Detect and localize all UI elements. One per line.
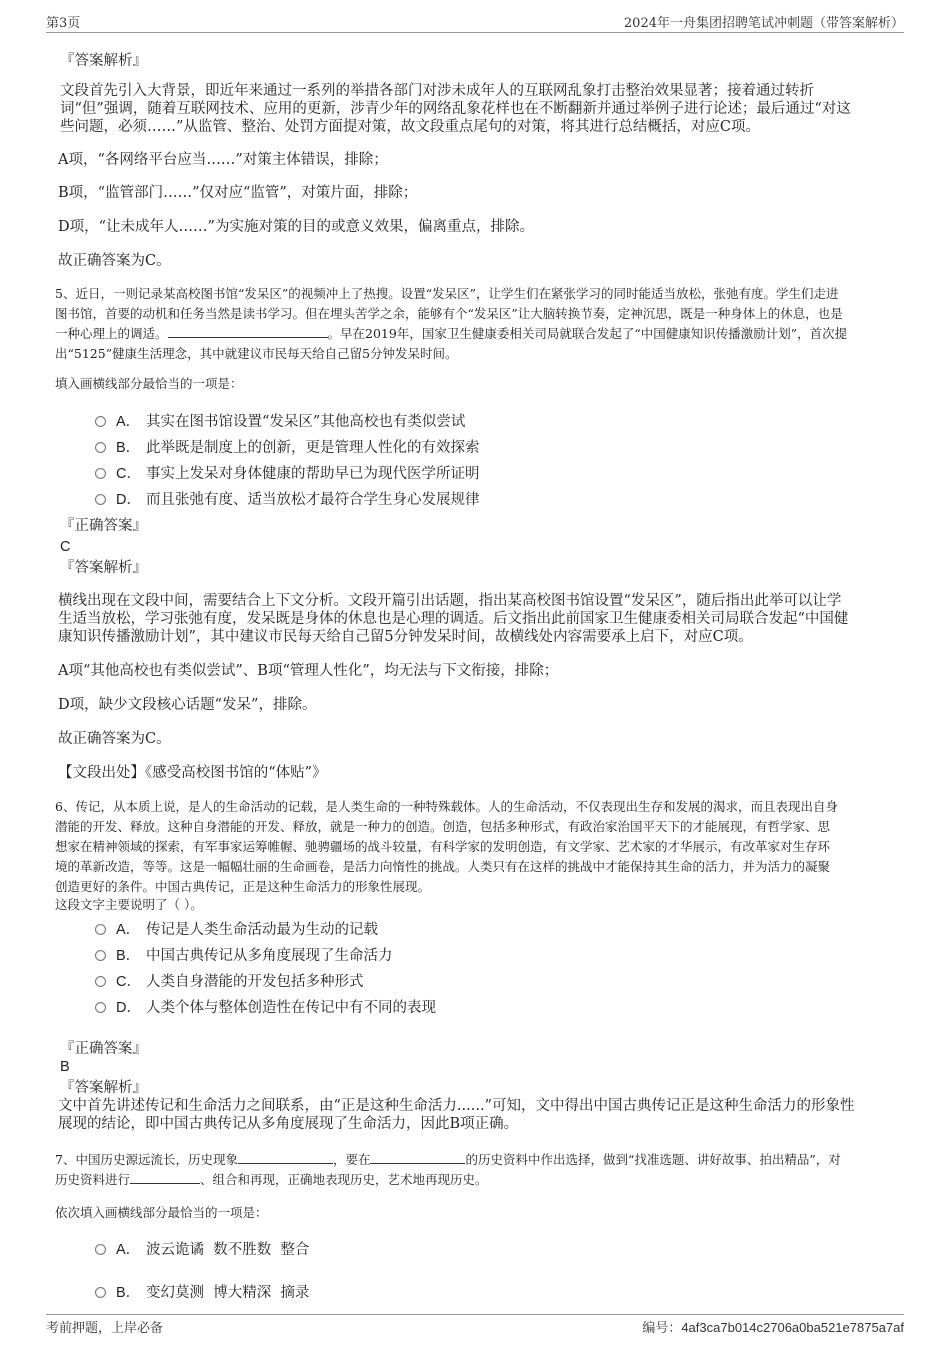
document-title: 2024年一舟集团招聘笔试冲刺题（带答案解析）	[623, 16, 904, 31]
q6-analysis-line: 展现的结论，即中国古典传记从多角度展现了生命活力，因此B项正确。	[58, 1116, 519, 1132]
document-code	[642, 1317, 904, 1336]
q4-analysis-line: 些问题，必须……”从监管、整治、处罚方面提对策，故文段重点尾句的对策，将其进行总结概括，对应C项。	[60, 119, 761, 135]
q6-option-c[interactable]	[95, 972, 364, 992]
q6-question: 这段文字主要说明了（ ）。	[55, 897, 203, 912]
q6-answer-heading: 『正确答案』	[60, 1041, 147, 1057]
q4-analysis-line: 词“但”强调，随着互联网技术、应用的更新，涉青少年的网络乱象花样也在不断翻新并通过举例子进行论述；最后通过“对这	[60, 101, 851, 117]
q6-stem-line: 想家在精神领域的探索，有军事家运筹帷幄、驰骋疆场的战斗较量，有科学家的发明创造，有文学家、艺术家的才华展示，有改革家对生存环	[55, 839, 831, 854]
page-number: 第3页	[46, 16, 81, 31]
page-header	[46, 12, 904, 33]
q6-stem	[55, 797, 900, 915]
q6-option-b[interactable]	[95, 946, 393, 966]
radio-button[interactable]	[95, 924, 106, 935]
option-letter: B．	[116, 948, 141, 964]
fill-blank	[370, 1151, 465, 1164]
fill-blank	[168, 325, 328, 338]
option-letter: A．	[116, 1242, 141, 1258]
fill-blank	[238, 1151, 333, 1164]
q6-stem-line: 潜能的开发、释放。这种自身潜能的开发、释放，就是一种力的创造。创造，包括多种形式，有政治家治国平天下的才能展现，有哲学家、思	[55, 819, 831, 834]
option-letter: D．	[116, 1000, 141, 1016]
q5-conclusion: 故正确答案为C。	[58, 731, 171, 747]
option-letter: C．	[116, 466, 141, 482]
option-text: 传记是人类生命活动最为生动的记载	[146, 922, 378, 938]
q5-stem-line	[55, 324, 900, 344]
q7-option-b[interactable]	[95, 1283, 309, 1303]
option-letter: B．	[116, 1285, 141, 1301]
q5-answer: C	[60, 539, 71, 555]
option-text: 其实在图书馆设置“发呆区”其他高校也有类似尝试	[146, 414, 466, 430]
q7-stem-text: ，要在	[332, 1152, 371, 1167]
q6-stem-line: 6、传记，从本质上说，是人的生命活动的记载，是人类生命的一种特殊载体。人的生命活动，不仅表现出生存和发展的渴求，而且表现出自身	[55, 799, 838, 814]
q5-answer-heading: 『正确答案』	[60, 518, 147, 534]
option-text: 事实上发呆对身体健康的帮助早已为现代医学所证明	[146, 466, 480, 482]
q5-option-d-note: D项，缺少文段核心话题“发呆”，排除。	[58, 697, 317, 713]
q5-stem-text: 一种心理上的调适。	[55, 326, 168, 341]
option-letter: A．	[116, 922, 141, 938]
q7-option-a[interactable]	[95, 1240, 309, 1260]
q5-source: 【文段出处】《感受高校图书馆的“体贴”》	[58, 765, 327, 781]
q4-analysis-line: 文段首先引入大背景，即近年来通过一系列的举措各部门对涉未成年人的互联网乱象打击整治效果显著；接着通过转折	[60, 83, 814, 99]
q5-stem-line: 5、近日，一则记录某高校图书馆“发呆区”的视频冲上了热搜。设置“发呆区”，让学生们在紧张学习的同时能适当放松，张弛有度。学生们走进	[55, 286, 839, 301]
q4-option-b-note: B项，“监管部门……”仅对应“监管”，对策片面，排除；	[58, 185, 418, 201]
option-text: 此举既是制度上的创新，更是管理人性化的有效探索	[146, 440, 480, 456]
footer-slogan: 考前押题，上岸必备	[46, 1321, 164, 1336]
radio-button[interactable]	[95, 468, 106, 479]
q6-stem-line: 创造更好的条件。中国古典传记，正是这种生命活力的形象性展现。	[55, 879, 431, 894]
q6-stem-line: 境的革新改造，等等。这是一幅幅壮丽的生命画卷，是活力向惰性的挑战。人类只有在这样的挑战中才能保持其生命的活力，并为活力的凝聚	[55, 859, 831, 874]
q5-stem-text: 。早在2019年，国家卫生健康委相关司局就联合发起了“中国健康知识传播激励计划”，首次提	[327, 326, 848, 341]
q6-option-d[interactable]	[95, 998, 436, 1018]
q7-stem-text: 、组合和再现，正确地表现历史，艺术地再现历史。	[200, 1172, 488, 1187]
option-letter: C．	[116, 974, 141, 990]
option-letter: D．	[116, 492, 141, 508]
radio-button[interactable]	[95, 442, 106, 453]
q4-conclusion: 故正确答案为C。	[58, 253, 171, 269]
q7-prompt: 依次填入画横线部分最恰当的一项是：	[55, 1205, 268, 1220]
option-text: 而且张弛有度、适当放松才最符合学生身心发展规律	[146, 492, 480, 508]
radio-button[interactable]	[95, 1002, 106, 1013]
radio-button[interactable]	[95, 494, 106, 505]
q5-analysis-line: 生适当放松，学习张弛有度，发呆既是身体的休息也是心理的调适。后文指出此前国家卫生健康委相关司局联合发起“中国健	[58, 611, 849, 627]
q6-analysis-line: 文中首先讲述传记和生命活力之间联系，由“正是这种生命活力......”可知，文中得出中国古典传记正是这种生命活力的形象性	[58, 1098, 855, 1114]
q5-option-a[interactable]	[95, 412, 465, 432]
q5-stem-line: 图书馆，首要的动机和任务当然是读书学习。但在埋头苦学之余，能够有个“发呆区”让大脑转换节奏，定神沉思，既是一种身体上的休息，也是	[55, 306, 843, 321]
q5-option-c[interactable]	[95, 464, 480, 484]
q5-option-ab-note: A项“其他高校也有类似尝试”、B项“管理人性化”，均无法与下文衔接，排除；	[58, 663, 559, 679]
q5-analysis-heading: 『答案解析』	[60, 560, 147, 576]
option-text: 波云诡谲 数不胜数 整合	[146, 1242, 310, 1258]
option-letter: B．	[116, 440, 141, 456]
q7-stem	[55, 1150, 900, 1190]
radio-button[interactable]	[95, 976, 106, 987]
q6-option-a[interactable]	[95, 920, 378, 940]
page-footer	[46, 1314, 904, 1334]
q5-option-b[interactable]	[95, 438, 480, 458]
code-label: 编号：	[642, 1321, 682, 1336]
option-text: 人类自身潜能的开发包括多种形式	[146, 974, 364, 990]
q5-stem	[55, 284, 900, 364]
q5-stem-line: 出“5125”健康生活理念，其中就建议市民每天给自己留5分钟发呆时间。	[55, 346, 458, 361]
q4-option-a-note: A项，“各网络平台应当……”对策主体错误，排除；	[58, 152, 388, 168]
radio-button[interactable]	[95, 950, 106, 961]
option-text: 人类个体与整体创造性在传记中有不同的表现	[146, 1000, 436, 1016]
q7-stem-text: 7、中国历史源远流长，历史现象	[55, 1152, 238, 1167]
q5-option-d[interactable]	[95, 490, 480, 510]
q7-stem-line	[55, 1150, 900, 1170]
q5-prompt: 填入画横线部分最恰当的一项是：	[55, 376, 243, 391]
option-text: 中国古典传记从多角度展现了生命活力	[146, 948, 393, 964]
q7-stem-text: 的历史资料中作出选择，做到“找准选题、讲好故事、拍出精品”，对	[465, 1152, 841, 1167]
radio-button[interactable]	[95, 416, 106, 427]
code-value: 4af3ca7b014c2706a0ba521e7875a7af	[681, 1320, 904, 1335]
q4-analysis-heading: 『答案解析』	[60, 53, 147, 69]
fill-blank	[130, 1171, 200, 1184]
q4-option-d-note: D项，“让未成年人……”为实施对策的目的或意义效果，偏离重点，排除。	[58, 219, 534, 235]
radio-button[interactable]	[95, 1244, 106, 1255]
q5-analysis-line: 康知识传播激励计划”，其中建议市民每天给自己留5分钟发呆时间，故横线处内容需要承上启下，对应C项。	[58, 629, 753, 645]
q7-stem-text: 历史资料进行	[55, 1172, 131, 1187]
option-text: 变幻莫测 博大精深 摘录	[146, 1285, 310, 1301]
q5-analysis-line: 横线出现在文段中间，需要结合上下文分析。文段开篇引出话题，指出某高校图书馆设置“发呆区”，随后指出此举可以让学	[58, 593, 842, 609]
radio-button[interactable]	[95, 1287, 106, 1298]
q6-answer: B	[60, 1059, 70, 1075]
q6-analysis-heading: 『答案解析』	[60, 1080, 147, 1096]
q7-stem-line	[55, 1170, 900, 1190]
option-letter: A．	[116, 414, 141, 430]
